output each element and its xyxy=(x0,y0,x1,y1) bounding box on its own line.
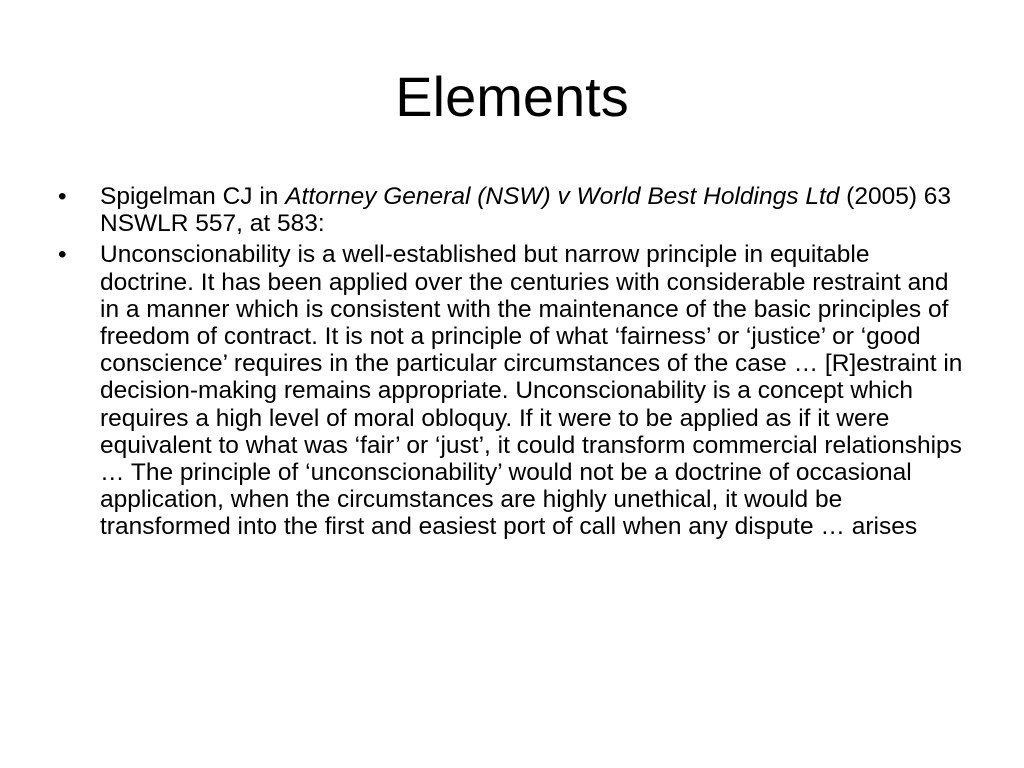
bullet-marker: • xyxy=(58,183,67,210)
bullet-item-quote xyxy=(58,241,970,540)
bullet-list xyxy=(58,183,970,545)
bullet-prefix: Spigelman CJ in xyxy=(100,183,286,210)
slide-title: Elements xyxy=(395,65,629,128)
bullet-marker: • xyxy=(58,241,67,269)
case-citation: (2005) 63 NSWLR 557, at 583: xyxy=(100,183,952,238)
case-name: Attorney General (NSW) v World Best Holdings Ltd xyxy=(285,183,840,210)
quote-text: Unconscionability is a well-established but narrow principle in equitable doctrine. It has been applied over the centuries with considerable restraint and in a manner which is consistent with the maintenance of the basic principles of freedom of contract. It is not a principle of what ‘fairness’ or ‘justice’ or ‘good conscience’ requires in the particular circumstances of the case … [R]estraint in decision-making remains appropriate. Unconscionability is a concept which requires a high level of moral obloquy. If it were to be applied as if it were equivalent to what was ‘fair’ or ‘just’, it could transform commercial relationships … The principle of ‘unconscionability’ would not be a doctrine of occasional application, when the circumstances are highly unethical, it would be transformed into the first and easiest port of call when any dispute … arises xyxy=(100,241,963,541)
bullet-item-citation xyxy=(58,183,970,237)
